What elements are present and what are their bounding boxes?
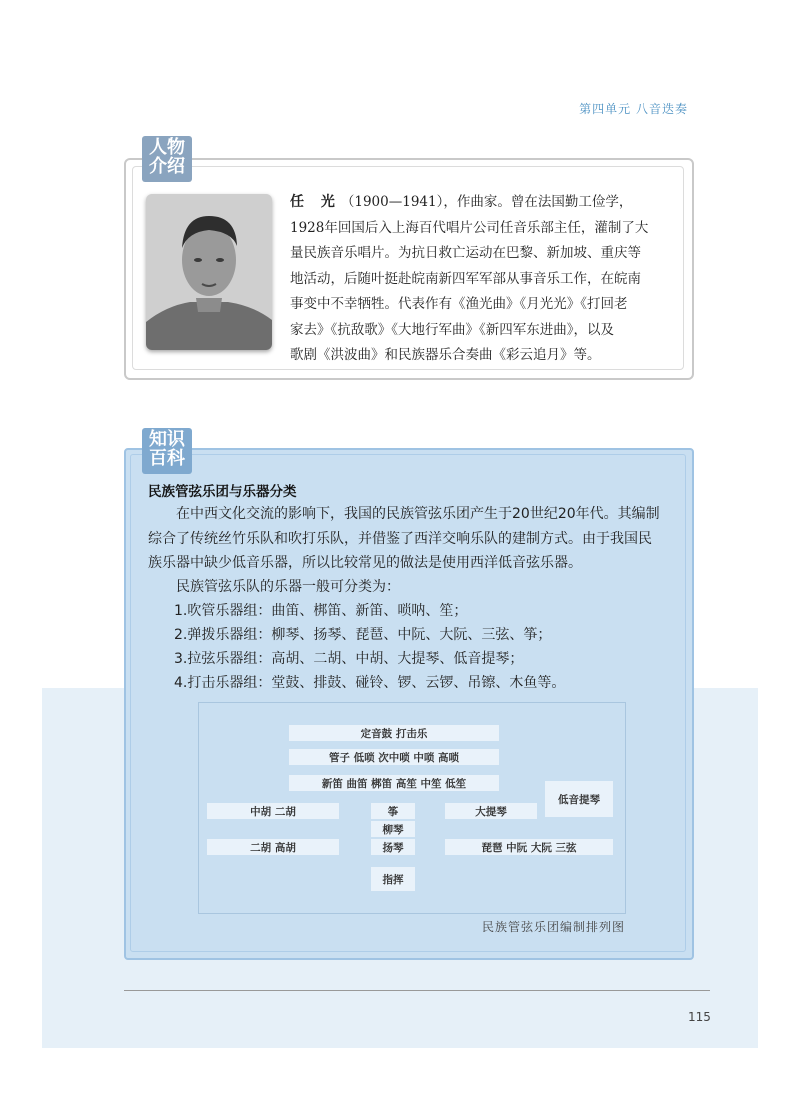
profile-tag-line1: 人物 — [149, 137, 185, 158]
unit-header: 第四单元 八音迭奏 — [579, 102, 688, 116]
list-item: 2.弹拨乐器组：柳琴、扬琴、琵琶、中阮、大阮、三弦、筝； — [174, 627, 552, 643]
bio-line: 歌剧《洪波曲》和民族器乐合奏曲《彩云追月》等。 — [290, 347, 601, 363]
double-bass-cell: 低音提琴 — [545, 781, 613, 817]
profile-tag-line2: 介绍 — [149, 156, 185, 177]
knowledge-title: 民族管弦乐团与乐器分类 — [148, 484, 297, 500]
conductor-cell: 指挥 — [371, 867, 415, 891]
yangqin-cell: 扬琴 — [371, 839, 415, 855]
list-item: 4.打击乐器组：堂鼓、排鼓、碰铃、锣、云锣、吊镲、木鱼等。 — [174, 675, 566, 691]
plucked-strings-cell: 琵琶 中阮 大阮 三弦 — [445, 839, 613, 855]
bio-line: 地活动，后随叶挺赴皖南新四军军部从事音乐工作，在皖南 — [290, 270, 641, 287]
percussion-row: 定音鼓 打击乐 — [289, 725, 499, 741]
paragraph-line: 综合了传统丝竹乐队和吹打乐队，并借鉴了西洋交响乐队的建制方式。由于我国民 — [148, 530, 652, 547]
portrait-photo — [146, 194, 272, 350]
biography-text — [290, 190, 676, 369]
suona-row: 管子 低唢 次中唢 中唢 高唢 — [289, 749, 499, 765]
bio-line: 事变中不幸牺牲。代表作有《渔光曲》《月光光》《打回老 — [290, 296, 628, 312]
left-strings-row2: 二胡 高胡 — [207, 839, 339, 855]
bio-line-1: （1900—1941），作曲家。曾在法国勤工俭学， — [340, 194, 633, 210]
bio-line: 家去》《抗敌歌》《大地行军曲》《新四军东进曲》，以及 — [290, 321, 614, 338]
list-item: 3.拉弦乐器组：高胡、二胡、中胡、大提琴、低音提琴； — [174, 651, 524, 667]
flute-sheng-row: 新笛 曲笛 梆笛 高笙 中笙 低笙 — [289, 775, 499, 791]
cello-cell: 大提琴 — [445, 803, 537, 819]
bio-line: 1928年回国后入上海百代唱片公司任音乐部主任，灌制了大 — [290, 219, 649, 236]
intro-paragraph — [148, 502, 678, 576]
knowledge-tag-line2: 百科 — [149, 448, 185, 469]
knowledge-tag-line1: 知识 — [149, 429, 185, 450]
orchestra-seating-diagram — [198, 702, 626, 914]
left-strings-row1: 中胡 二胡 — [207, 803, 339, 819]
zheng-cell: 筝 — [371, 803, 415, 819]
paragraph-line: 族乐器中缺少低音乐器，所以比较常见的做法是使用西洋低音弦乐器。 — [148, 555, 582, 571]
list-item: 1.吹管乐器组：曲笛、梆笛、新笛、唢呐、笙； — [174, 603, 468, 619]
bio-line: 量民族音乐唱片。为抗日救亡运动在巴黎、新加坡、重庆等 — [290, 245, 641, 261]
person-name: 任 光 — [290, 194, 341, 210]
liuqin-cell: 柳琴 — [371, 821, 415, 837]
paragraph-line: 在中西文化交流的影响下，我国的民族管弦乐团产生于20世纪20年代。其编制 — [176, 506, 660, 522]
knowledge-tag — [142, 428, 192, 474]
profile-tag — [142, 136, 192, 182]
footer-divider — [124, 990, 710, 991]
classification-intro: 民族管弦乐队的乐器一般可分类为： — [176, 579, 400, 595]
diagram-caption: 民族管弦乐团编制排列图 — [482, 920, 626, 934]
page-number: 115 — [688, 1010, 711, 1024]
portrait-figure — [146, 194, 272, 350]
bio-first-line — [290, 190, 676, 216]
